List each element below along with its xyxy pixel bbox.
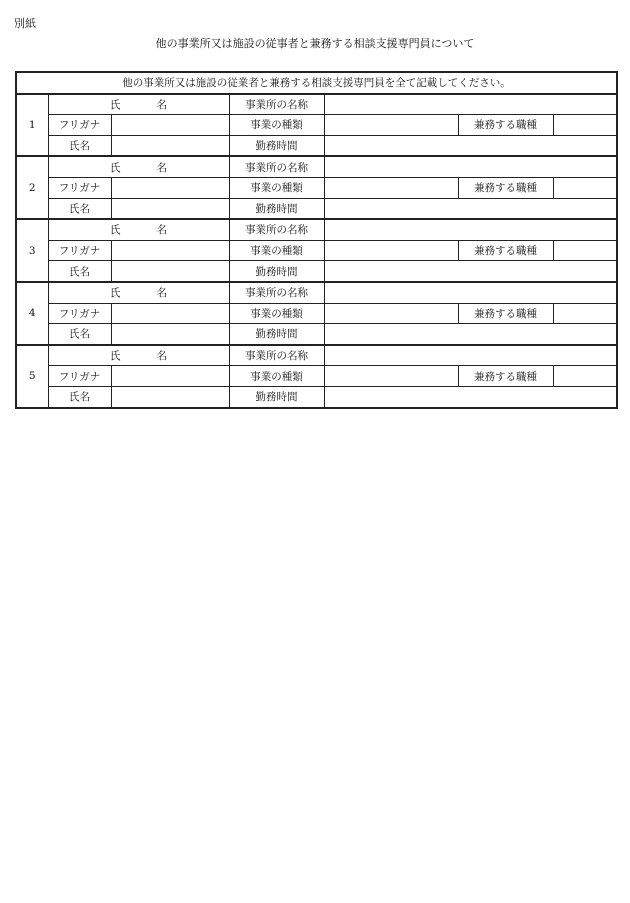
full-name-field[interactable] (111, 261, 229, 282)
name-header-cell (48, 156, 229, 177)
full-name-label: 氏名 (48, 386, 111, 407)
concurrent-position-field[interactable] (553, 240, 617, 261)
working-hours-label: 勤務時間 (229, 135, 324, 156)
document-title: 他の事業所又は施設の従事者と兼務する相談支援専門員について (155, 37, 475, 50)
entry-row-furigana (16, 177, 617, 198)
entry-row-full-name (16, 386, 617, 407)
entry-index: 3 (16, 219, 48, 282)
name-label-part2: 名 (156, 161, 167, 174)
name-label-part1: 氏 (110, 287, 121, 300)
office-name-field[interactable] (324, 345, 617, 366)
entry-row-full-name (16, 198, 617, 219)
office-name-field[interactable] (324, 219, 617, 240)
full-name-field[interactable] (111, 135, 229, 156)
entry-index: 5 (16, 345, 48, 408)
name-header-cell (48, 219, 229, 240)
business-type-label: 事業の種類 (229, 115, 324, 136)
concurrent-staff-table (15, 71, 618, 409)
name-header-cell (48, 282, 229, 303)
business-type-field[interactable] (324, 303, 458, 324)
furigana-label: フリガナ (48, 303, 111, 324)
concurrent-position-field[interactable] (553, 115, 617, 136)
office-name-label: 事業所の名称 (229, 282, 324, 303)
working-hours-label: 勤務時間 (229, 386, 324, 407)
working-hours-field[interactable] (324, 386, 617, 407)
name-label-part1: 氏 (110, 161, 121, 174)
concurrent-position-field[interactable] (553, 366, 617, 387)
entry-row-name-header (16, 156, 617, 177)
office-name-field[interactable] (324, 282, 617, 303)
entry-row-name-header (16, 94, 617, 115)
business-type-label: 事業の種類 (229, 177, 324, 198)
business-type-field[interactable] (324, 177, 458, 198)
concurrent-position-field[interactable] (553, 177, 617, 198)
furigana-label: フリガナ (48, 115, 111, 136)
entry-row-name-header (16, 345, 617, 366)
furigana-field[interactable] (111, 177, 229, 198)
concurrent-position-field[interactable] (553, 303, 617, 324)
full-name-label: 氏名 (48, 261, 111, 282)
furigana-field[interactable] (111, 240, 229, 261)
furigana-label: フリガナ (48, 366, 111, 387)
entry-row-furigana (16, 115, 617, 136)
full-name-label: 氏名 (48, 324, 111, 345)
business-type-label: 事業の種類 (229, 366, 324, 387)
working-hours-field[interactable] (324, 324, 617, 345)
name-label-part2: 名 (156, 287, 167, 300)
furigana-field[interactable] (111, 115, 229, 136)
business-type-label: 事業の種類 (229, 240, 324, 261)
name-label-part2: 名 (156, 98, 167, 111)
working-hours-field[interactable] (324, 198, 617, 219)
working-hours-field[interactable] (324, 135, 617, 156)
furigana-label: フリガナ (48, 240, 111, 261)
entry-index: 2 (16, 156, 48, 219)
name-label-part1: 氏 (110, 224, 121, 237)
entry-row-furigana (16, 240, 617, 261)
office-name-field[interactable] (324, 94, 617, 115)
name-label-part2: 名 (156, 224, 167, 237)
business-type-field[interactable] (324, 366, 458, 387)
entry-row-full-name (16, 135, 617, 156)
concurrent-position-label: 兼務する職種 (458, 177, 553, 198)
attachment-label: 別紙 (14, 17, 36, 30)
business-type-field[interactable] (324, 240, 458, 261)
full-name-field[interactable] (111, 198, 229, 219)
business-type-field[interactable] (324, 115, 458, 136)
full-name-field[interactable] (111, 324, 229, 345)
name-label-part1: 氏 (110, 98, 121, 111)
full-name-label: 氏名 (48, 198, 111, 219)
entry-row-furigana (16, 303, 617, 324)
name-header-cell (48, 345, 229, 366)
full-name-field[interactable] (111, 386, 229, 407)
furigana-field[interactable] (111, 303, 229, 324)
concurrent-position-label: 兼務する職種 (458, 240, 553, 261)
entry-index: 4 (16, 282, 48, 345)
office-name-label: 事業所の名称 (229, 219, 324, 240)
office-name-field[interactable] (324, 156, 617, 177)
name-label-part2: 名 (156, 350, 167, 363)
office-name-label: 事業所の名称 (229, 156, 324, 177)
working-hours-label: 勤務時間 (229, 198, 324, 219)
furigana-label: フリガナ (48, 177, 111, 198)
working-hours-label: 勤務時間 (229, 261, 324, 282)
business-type-label: 事業の種類 (229, 303, 324, 324)
working-hours-field[interactable] (324, 261, 617, 282)
entry-row-full-name (16, 261, 617, 282)
furigana-field[interactable] (111, 366, 229, 387)
entry-row-full-name (16, 324, 617, 345)
table-instruction-row (16, 72, 617, 94)
office-name-label: 事業所の名称 (229, 94, 324, 115)
entry-row-name-header (16, 219, 617, 240)
concurrent-position-label: 兼務する職種 (458, 366, 553, 387)
table-instruction: 他の事業所又は施設の従業者と兼務する相談支援専門員を全て記載してください。 (16, 72, 617, 94)
working-hours-label: 勤務時間 (229, 324, 324, 345)
name-header-cell (48, 94, 229, 115)
entry-index: 1 (16, 94, 48, 157)
concurrent-position-label: 兼務する職種 (458, 303, 553, 324)
full-name-label: 氏名 (48, 135, 111, 156)
office-name-label: 事業所の名称 (229, 345, 324, 366)
name-label-part1: 氏 (110, 350, 121, 363)
concurrent-position-label: 兼務する職種 (458, 115, 553, 136)
entry-row-furigana (16, 366, 617, 387)
entry-row-name-header (16, 282, 617, 303)
